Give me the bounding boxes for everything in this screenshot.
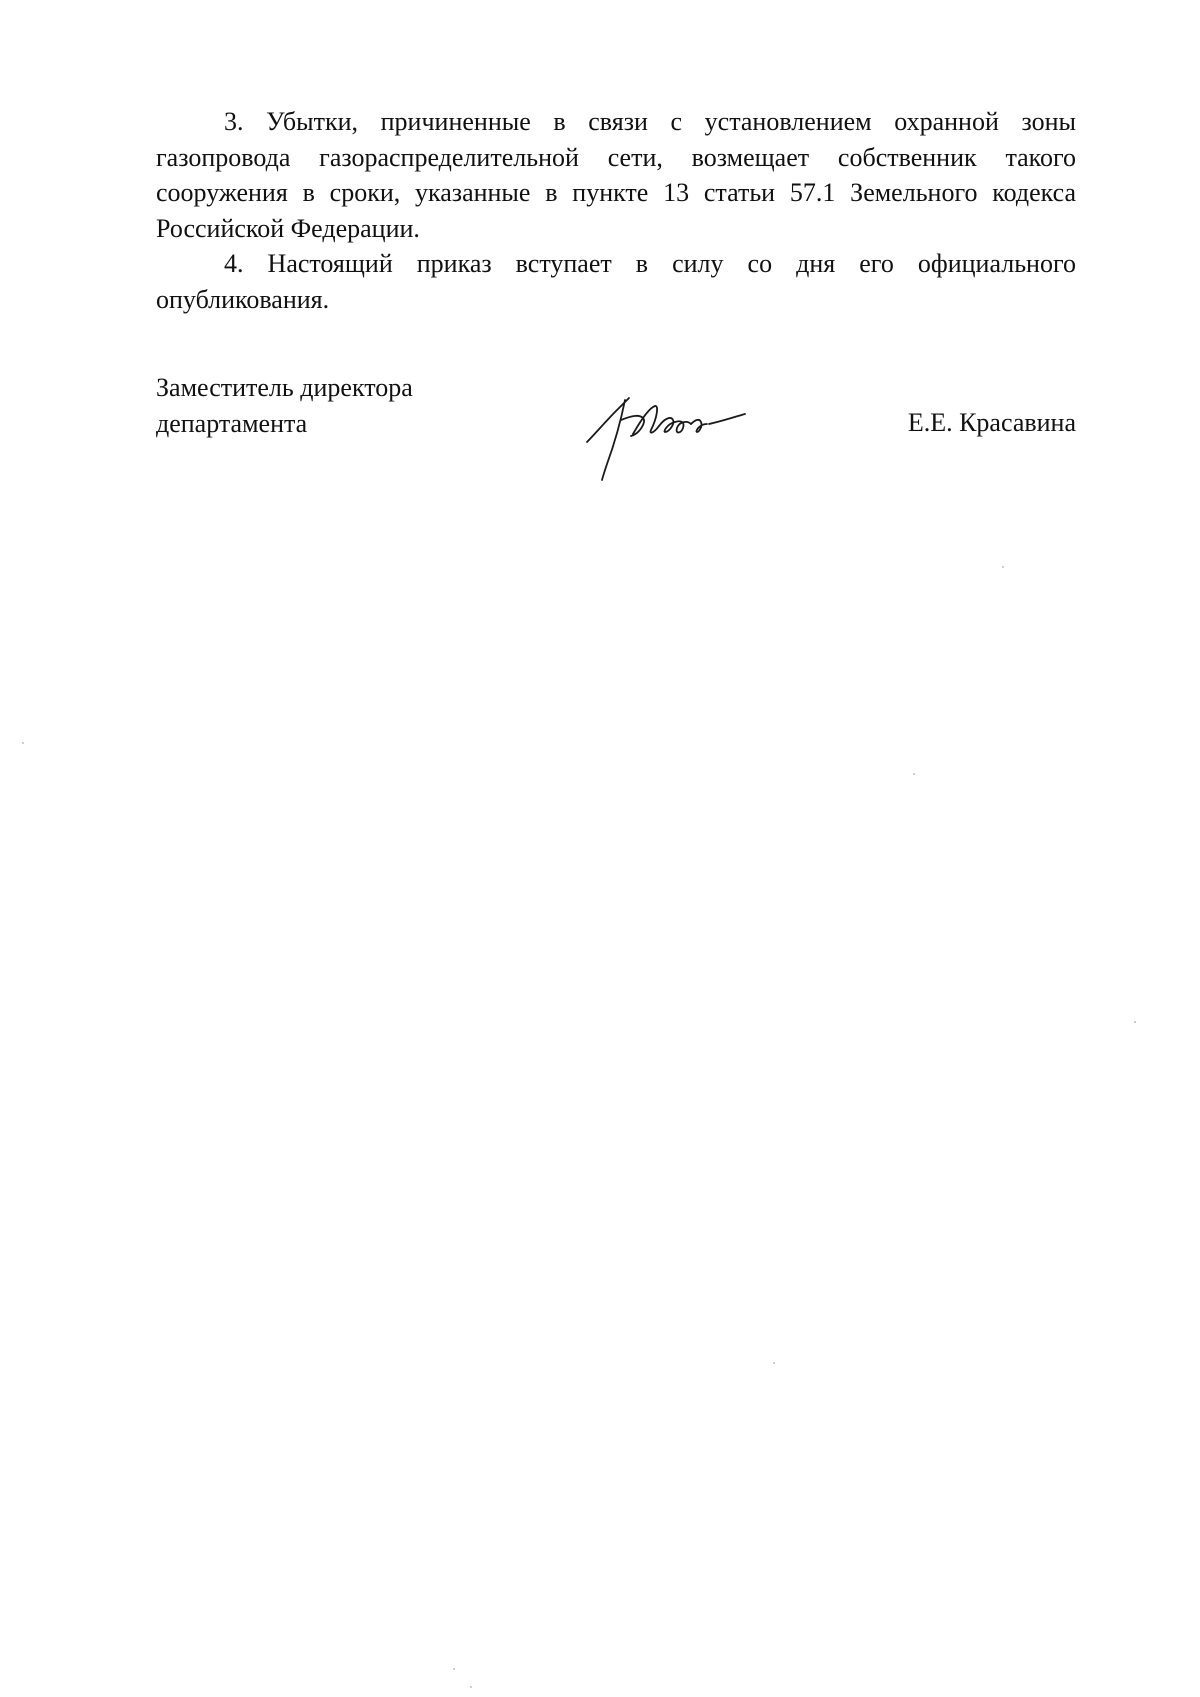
document-body [156, 104, 1076, 317]
scan-speck [1002, 566, 1004, 568]
scan-speck [1134, 1021, 1136, 1023]
signature-block [156, 370, 1076, 480]
scan-speck [22, 742, 24, 744]
scan-speck [453, 1668, 455, 1670]
signer-name: Е.Е. Красавина [907, 408, 1076, 437]
paragraph-4: 4. Настоящий приказ вступает в силу со дня его официального опубликования. [156, 249, 1076, 314]
signer-position-line1: Заместитель директора [156, 373, 413, 402]
paragraph-3: 3. Убытки, причиненные в связи с установлением охранной зоны газопровода газораспределительной сети, возмещает собственник такого сооружения в сроки, указанные в пункте 13 статьи 57.1 Земельного кодекса Российской Федерации. [156, 107, 1076, 243]
signer-position-line2: департамента [156, 408, 308, 438]
scan-speck [773, 1362, 775, 1364]
handwritten-signature [581, 390, 761, 485]
scan-speck [470, 1686, 472, 1688]
signer-position [156, 370, 413, 441]
scan-speck [913, 773, 915, 775]
